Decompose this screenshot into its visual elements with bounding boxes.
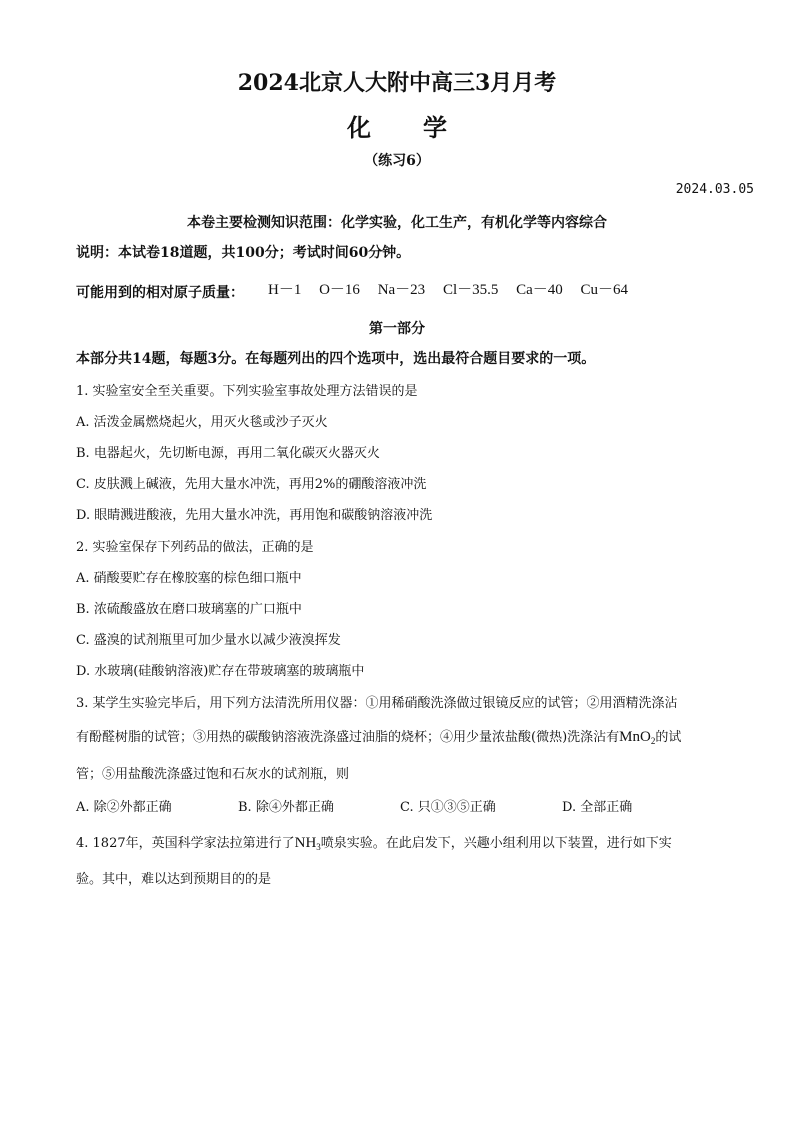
q3-formula-subscript: 2 <box>650 736 656 746</box>
q3-formula-base: MnO <box>619 729 651 745</box>
q4-formula-subscript: 3 <box>316 842 321 852</box>
q1-option-d: D. 眼睛溅进酸液，先用大量水冲洗，再用饱和碳酸钠溶液冲洗 <box>76 508 433 523</box>
q4-line-1-tail: 喷泉实验。在此启发下，兴趣小组利用以下装置，进行如下实 <box>320 836 672 851</box>
atomic-mass-o: O－16 <box>319 282 360 298</box>
q3-formula-mno2 <box>619 729 655 745</box>
q3-line-2-text: 有酚醛树脂的试管；③用热的碳酸钠溶液洗涤盛过油脂的烧杯；④用少量浓盐酸(微热)洗涤沾有 <box>76 730 620 745</box>
q3-option-d: D. 全部正确 <box>562 800 633 815</box>
q2-option-d: D. 水玻璃(硅酸钠溶液)贮存在带玻璃塞的玻璃瓶中 <box>76 664 365 679</box>
atomic-mass-h: H－1 <box>268 282 302 298</box>
q3-options <box>76 796 716 815</box>
q3-option-a: A. 除②外都正确 <box>76 800 172 815</box>
knowledge-scope: 本卷主要检测知识范围：化学实验，化工生产，有机化学等内容综合 <box>187 215 607 231</box>
subject-title <box>0 108 794 143</box>
subject-char-2: 学 <box>423 113 447 142</box>
q3-line-3: 管；⑤用盐酸洗涤盛过饱和石灰水的试剂瓶，则 <box>76 767 350 782</box>
q1-option-b: B. 电器起火，先切断电源，再用二氧化碳灭火器灭火 <box>76 446 380 461</box>
q3-option-b: B. 除④外都正确 <box>238 800 334 815</box>
part-one-title: 第一部分 <box>369 321 425 337</box>
q1-stem: 1. 实验室安全至关重要。下列实验室事故处理方法错误的是 <box>76 384 418 399</box>
practice-label: （练习6） <box>364 153 430 169</box>
exam-title: 2024北京人大附中高三3月月考 <box>237 70 557 96</box>
q2-option-a: A. 硝酸要贮存在橡胶塞的棕色细口瓶中 <box>76 571 302 586</box>
atomic-mass-label: 可能用到的相对原子质量： <box>76 285 244 301</box>
q1-option-a: A. 活泼金属燃烧起火，用灭火毯或沙子灭火 <box>76 415 328 430</box>
q2-option-c: C. 盛溴的试剂瓶里可加少量水以减少液溴挥发 <box>76 633 341 648</box>
part-one-description: 本部分共14题，每题3分。在每题列出的四个选项中，选出最符合题目要求的一项。 <box>76 351 596 367</box>
exam-date: 2024.03.05 <box>675 182 754 197</box>
q4-line-1-text: 4. 1827年，英国科学家法拉第进行了 <box>76 836 295 851</box>
atomic-mass-ca: Ca－40 <box>516 282 563 298</box>
q4-line-2: 验。其中，难以达到预期目的的是 <box>76 872 272 887</box>
q4-formula-nh3 <box>295 835 321 851</box>
exam-note: 说明：本试卷18道题，共100分；考试时间60分钟。 <box>76 245 411 261</box>
q2-option-b: B. 浓硫酸盛放在磨口玻璃塞的广口瓶中 <box>76 602 302 617</box>
atomic-mass-na: Na－23 <box>377 282 426 298</box>
subject-char-1: 化 <box>347 113 371 142</box>
atomic-mass-cu: Cu－64 <box>580 282 629 298</box>
q3-line-2 <box>76 726 681 746</box>
atomic-mass-cl: Cl－35.5 <box>442 282 499 298</box>
q3-option-c: C. 只①③⑤正确 <box>400 800 496 815</box>
atomic-mass-list <box>268 278 642 299</box>
q4-line-1 <box>76 832 672 852</box>
q3-line-2-tail: 的试 <box>655 730 682 745</box>
q2-stem: 2. 实验室保存下列药品的做法，正确的是 <box>76 540 314 555</box>
q1-option-c: C. 皮肤溅上碱液，先用大量水冲洗，再用2%的硼酸溶液冲洗 <box>76 477 427 492</box>
q3-line-1: 3. 某学生实验完毕后，用下列方法清洗所用仪器：①用稀硝酸洗涤做过银镜反应的试管；②用酒精洗涤沾 <box>76 696 678 711</box>
q4-formula-base: NH <box>294 835 317 851</box>
